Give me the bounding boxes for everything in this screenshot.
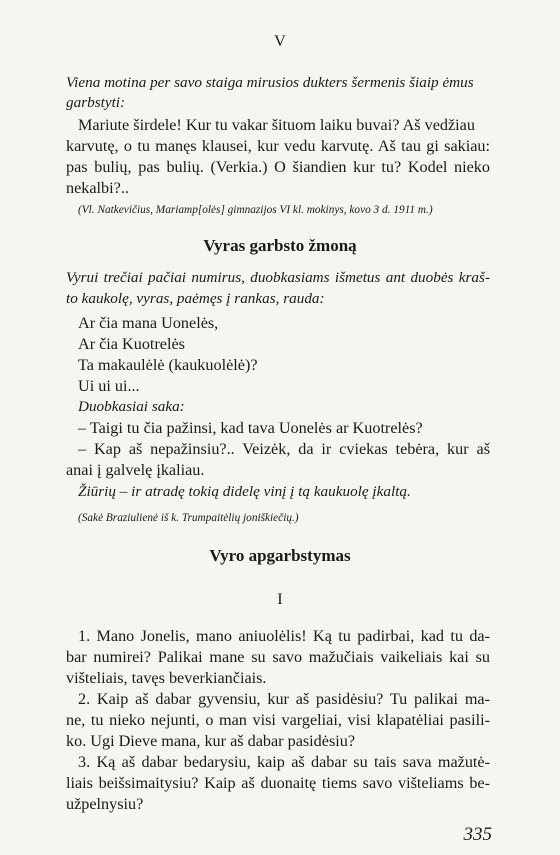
paragraph-line: višteliais, tavęs beverkiančiais. xyxy=(66,669,267,687)
part-number: I xyxy=(277,590,283,608)
section2-source: (Sakė Braziulienė iš k. Trumpaitėlių joniškiečių.) xyxy=(78,512,299,524)
speaker-label: Duobkasiai saka: xyxy=(78,398,185,415)
section1-body-line: Mariute širdele! Kur tu vakar šituom laiku buvai? Aš vedžiau xyxy=(78,116,475,134)
section2-title: Vyras garbsto žmoną xyxy=(203,236,357,255)
verse-line: Ar čia Kuotrelės xyxy=(78,335,185,353)
paragraph-line: bar numirei? Palikai mane su savo mažučiais vaikeliais kai su xyxy=(66,648,490,666)
dialog-line: – Taigi tu čia pažinsi, kad tava Uonelės ar Kuotrelės? xyxy=(78,419,423,437)
section1-intro-line: Viena motina per savo staiga mirusios dukters šermenis šiaip ėmus xyxy=(66,74,474,91)
paragraph-line: ko. Ugi Dieve mana, kur aš dabar pasidėsiu? xyxy=(66,732,356,750)
verse-line: Ar čia mana Uonelės, xyxy=(78,314,219,332)
section2-intro-line: to kaukolę, vyras, paėmęs į rankas, rauda: xyxy=(66,290,325,307)
page-number: 335 xyxy=(463,824,492,845)
paragraph-line: 3. Ką aš dabar bedarysiu, kaip aš dabar su tais sava mažutė- xyxy=(78,753,490,771)
section1-source: (Vl. Natkevičius, Mariamp[olės] gimnazijos VI kl. mokinys, kovo 3 d. 1911 m.) xyxy=(78,204,433,216)
dialog-line: anai į galvelę įkaliau. xyxy=(66,461,205,479)
verse-line: Ta makaulėlė (kaukuolėlė)? xyxy=(78,356,258,374)
chapter-number: V xyxy=(274,32,286,50)
section1-body-line: nekalbi?.. xyxy=(66,179,129,197)
paragraph-line: ne, tu nieko nejunti, o man visi vargeliai, visi klapatėliai pasili- xyxy=(66,711,490,729)
section1-intro-line: garbstyti: xyxy=(66,94,126,111)
section2-intro-line: Vyrui trečiai pačiai numirus, duobkasiams išmetus ant duobės kraš- xyxy=(66,269,490,286)
paragraph-line: užpelnysiu? xyxy=(66,795,144,813)
paragraph-line: 2. Kaip aš dabar gyvensiu, kur aš pasidėsiu? Tu palikai ma- xyxy=(78,690,490,708)
paragraph-line: 1. Mano Jonelis, mano aniuolėlis! Ką tu padirbai, kad tu da- xyxy=(78,627,490,645)
section2-note: Žiūrių – ir atradę tokią didelę vinį į tą kaukuolę įkaltą. xyxy=(78,483,411,500)
section1-body-line: pas bulių, pas bulių. (Verkia.) O šiandien kur tu? Kodel nieko xyxy=(66,158,490,176)
paragraph-line: liais beišsimaitysiu? Kaip aš duonaitę tiems savo višteliams be- xyxy=(66,774,490,792)
section3-title: Vyro apgarbstymas xyxy=(209,546,351,565)
verse-line: Ui ui ui... xyxy=(78,377,140,395)
dialog-line: – Kap aš nepažinsiu?.. Veizėk, da ir cviekas tebėra, kur aš xyxy=(78,440,490,458)
section1-body-line: karvutę, o tu manęs klausei, kur vedu karvutę. Aš tau gi sakiau: xyxy=(66,137,490,155)
